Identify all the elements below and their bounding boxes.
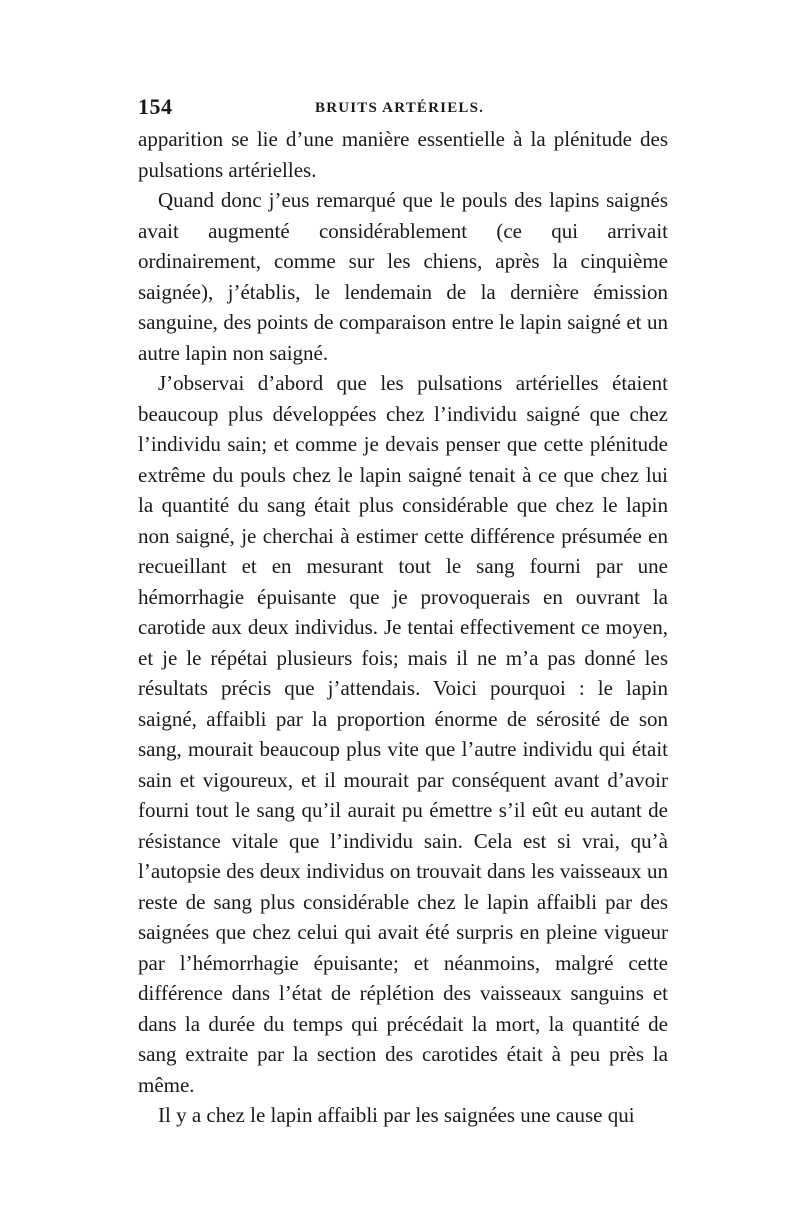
running-title: BRUITS ARTÉRIELS. xyxy=(315,100,485,116)
paragraph: J’observai d’abord que les pulsations artérielles étaient beaucoup plus développées chez l’individu saigné que chez l’individu sain; et comme je devais penser que cette plénitude extrême du pouls chez le lapin saigné tenait à ce que chez lui la quantité du sang était plus considérable que chez le lapin non saigné, je cherchai à estimer cette différence présumée en recueillant et en mesurant tout le sang fourni par une hémorrhagie épuisante que je provoquerais en ouvrant la carotide aux deux individus. Je tentai effectivement ce moyen, et je le répétai plusieurs fois; mais il ne m’a pas donné les résultats précis que j’attendais. Voici pourquoi : le lapin saigné, affaibli par la proportion énorme de sérosité de son sang, mourait beaucoup plus vite que l’autre individu qui était sain et vigoureux, et il mourait par conséquent avant d’avoir fourni tout le sang qu’il aurait pu émettre s’il eût eu autant de résistance vitale que l’individu sain. Cela est si vrai, qu’à l’autopsie des deux individus on trouvait dans les vaisseaux un reste de sang plus considérable chez le lapin affaibli par des saignées que chez celui qui avait été surpris en pleine vigueur par l’hémorrhagie épuisante; et néanmoins, malgré cette différence dans l’état de réplétion des vaisseaux sanguins et dans la durée du temps qui précédait la mort, la quantité de sang extraite par la section des carotides était à peu près la même. xyxy=(138,371,668,1097)
body-text xyxy=(138,124,668,1131)
page-number: 154 xyxy=(138,94,173,119)
page-header xyxy=(138,94,668,128)
paragraph-continued: apparition se lie d’une manière essentielle à la plénitude des pulsations artérielles. xyxy=(138,127,668,182)
paragraph: Quand donc j’eus remarqué que le pouls des lapins saignés avait augmenté considérablement (ce qui arrivait ordinairement, comme sur les chiens, après la cinquième saignée), j’établis, le lendemain de la dernière émission sanguine, des points de comparaison entre le lapin saigné et un autre lapin non saigné. xyxy=(138,188,668,365)
paragraph: Il y a chez le lapin affaibli par les saignées une cause qui xyxy=(158,1103,635,1127)
